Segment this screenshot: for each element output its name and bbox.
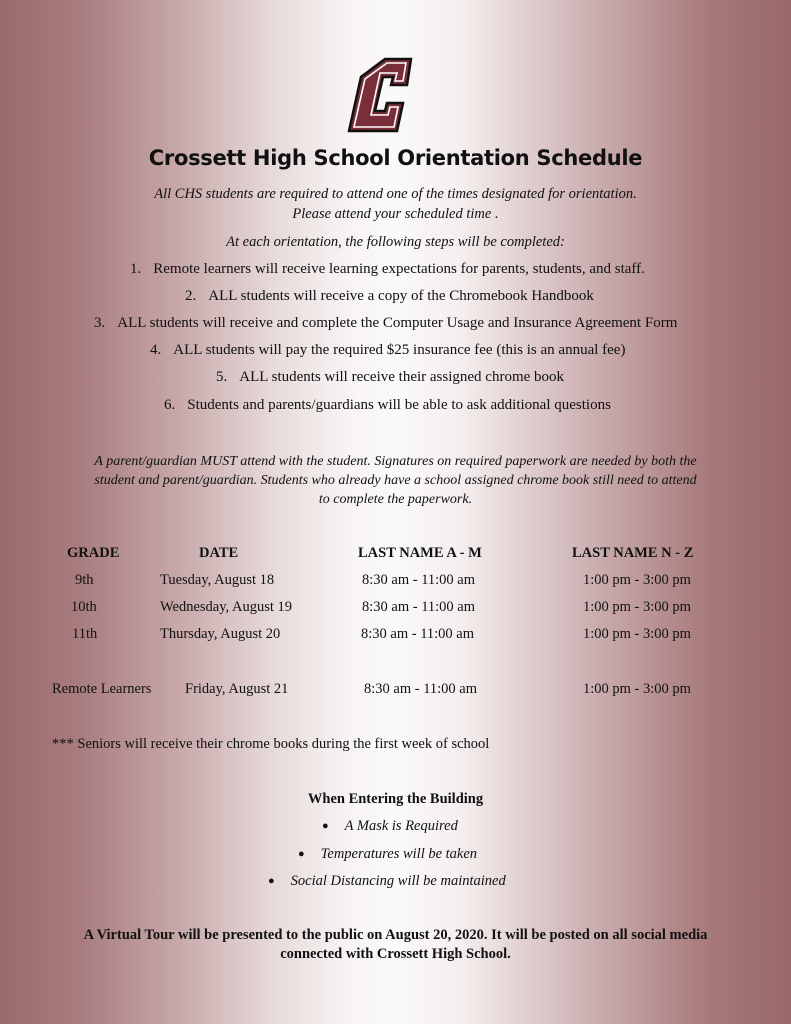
step-text: ALL students will receive and complete the Computer Usage and Insurance Agreement Form: [117, 315, 678, 331]
steps-intro: At each orientation, the following steps will be completed:: [226, 234, 565, 250]
step-item-2: [185, 288, 594, 305]
row-9th-grade: 9th: [75, 572, 94, 588]
bullet-mask: [322, 818, 458, 835]
step-item-3: [94, 315, 677, 332]
column-header-last-name-a-m: LAST NAME A - M: [358, 545, 482, 561]
school-logo-c: [345, 55, 415, 135]
step-text: ALL students will pay the required $25 insurance fee (this is an annual fee): [173, 342, 626, 358]
step-item-5: [216, 369, 564, 386]
step-text: ALL students will receive their assigned chrome book: [239, 369, 565, 385]
intro-line-1: All CHS students are required to attend one of the times designated for orientation.: [154, 186, 637, 202]
parent-notice-line-1: A parent/guardian MUST attend with the student. Signatures on required paperwork are needed by both the: [94, 454, 697, 469]
bullet-temperature: [298, 846, 477, 863]
step-text: ALL students will receive a copy of the Chromebook Handbook: [208, 288, 594, 304]
page-title: Crossett High School Orientation Schedule: [148, 146, 643, 170]
row-11th-am: 8:30 am - 11:00 am: [361, 626, 475, 642]
row-9th-date: Tuesday, August 18: [160, 572, 275, 588]
bullet-text: Temperatures will be taken: [320, 846, 478, 862]
row-remote-pm: 1:00 pm - 3:00 pm: [583, 681, 691, 697]
step-item-1: [130, 261, 645, 278]
row-9th-am: 8:30 am - 11:00 am: [362, 572, 476, 588]
parent-notice-line-2: student and parent/guardian. Students who already have a school assigned chrome book still need to attend: [94, 473, 697, 488]
bullet-text: A Mask is Required: [344, 818, 458, 834]
parent-notice-line-3: to complete the paperwork.: [318, 492, 473, 507]
row-remote-am: 8:30 am - 11:00 am: [364, 681, 478, 697]
row-10th-date: Wednesday, August 19: [160, 599, 293, 615]
step-text: Remote learners will receive learning expectations for parents, students, and staff.: [153, 261, 645, 277]
bullet-dot-icon: ●: [322, 820, 329, 832]
bullet-dot-icon: ●: [298, 848, 305, 860]
bullet-distancing: [268, 873, 506, 890]
bullet-dot-icon: ●: [268, 875, 275, 887]
step-number: 4.: [150, 342, 162, 358]
row-10th-pm: 1:00 pm - 3:00 pm: [583, 599, 691, 615]
step-number: 1.: [130, 261, 142, 277]
row-remote-date: Friday, August 21: [185, 681, 289, 697]
row-11th-grade: 11th: [72, 626, 98, 642]
step-item-4: [150, 342, 625, 359]
step-number: 2.: [185, 288, 197, 304]
row-remote-grade: Remote Learners: [52, 681, 152, 697]
bullet-text: Social Distancing will be maintained: [290, 873, 506, 889]
column-header-date: DATE: [199, 545, 239, 561]
step-number: 3.: [94, 315, 106, 331]
virtual-tour-line-2: connected with Crossett High School.: [280, 946, 511, 962]
row-11th-pm: 1:00 pm - 3:00 pm: [583, 626, 691, 642]
row-10th-grade: 10th: [71, 599, 97, 615]
step-text: Students and parents/guardians will be able to ask additional questions: [187, 397, 611, 413]
row-11th-date: Thursday, August 20: [160, 626, 281, 642]
column-header-grade: GRADE: [67, 545, 120, 561]
step-number: 5.: [216, 369, 228, 385]
row-10th-am: 8:30 am - 11:00 am: [362, 599, 476, 615]
virtual-tour-line-1: A Virtual Tour will be presented to the public on August 20, 2020. It will be posted on all social media: [83, 927, 708, 943]
column-header-last-name-n-z: LAST NAME N - Z: [572, 545, 694, 561]
row-9th-pm: 1:00 pm - 3:00 pm: [583, 572, 691, 588]
step-number: 6.: [164, 397, 176, 413]
building-heading: When Entering the Building: [307, 791, 484, 807]
intro-line-2: Please attend your scheduled time .: [292, 206, 499, 222]
seniors-note: *** Seniors will receive their chrome books during the first week of school: [52, 736, 490, 752]
step-item-6: [164, 397, 611, 414]
